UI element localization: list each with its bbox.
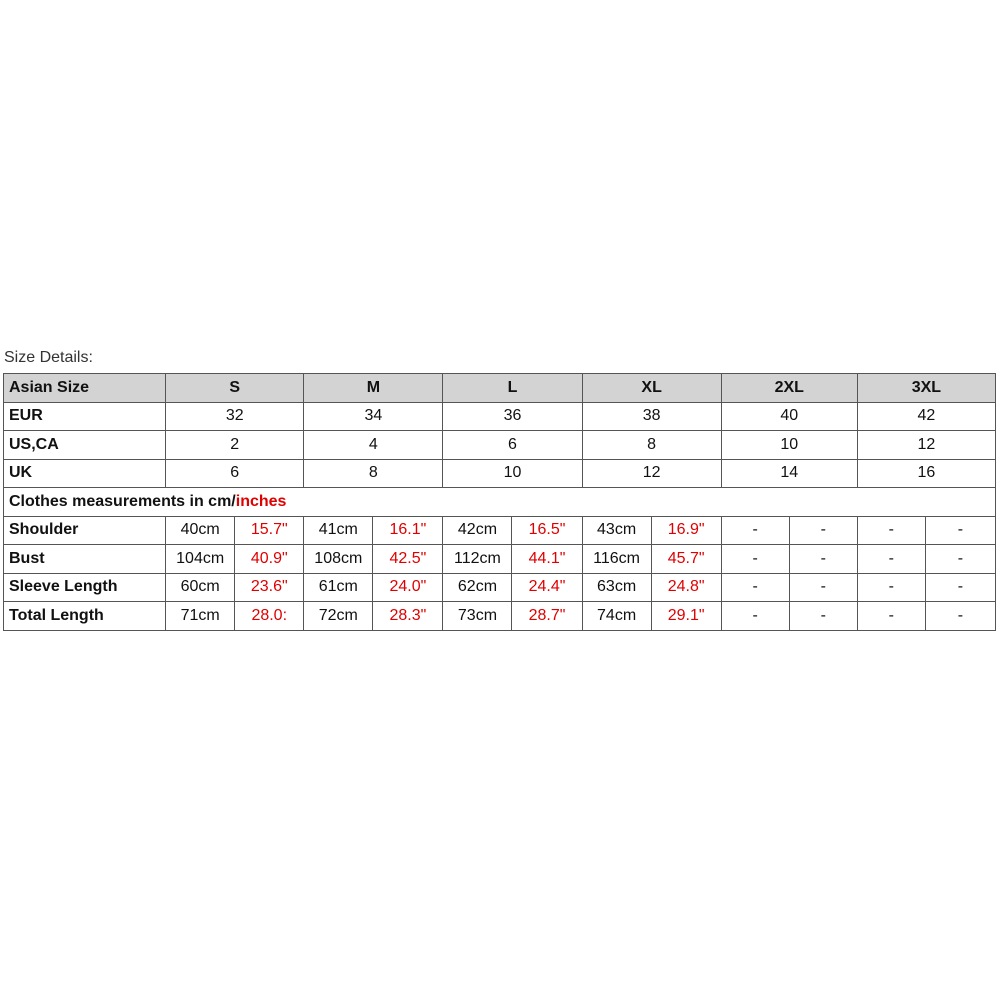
section-prefix: Clothes measurements in cm/	[9, 492, 236, 510]
conversion-cell: 6	[443, 431, 582, 460]
conversion-cell: 40	[721, 402, 857, 431]
conversion-cell: 4	[304, 431, 443, 460]
conversion-cell: 12	[857, 431, 995, 460]
measurement-cm-cell: 116cm	[582, 545, 651, 574]
measurement-inch-cell: 42.5"	[373, 545, 443, 574]
measurement-cm-cell: 74cm	[582, 602, 651, 631]
size-header-2xl: 2XL	[721, 374, 857, 403]
measurement-inch-cell: 28.7"	[512, 602, 582, 631]
conversion-cell: 42	[857, 402, 995, 431]
conversion-cell: 14	[721, 459, 857, 488]
measurement-cm-cell: 62cm	[443, 573, 512, 602]
size-header-row	[4, 374, 996, 403]
measurement-empty-cell: -	[789, 602, 857, 631]
conversion-label: EUR	[4, 402, 166, 431]
measurement-inch-cell: 44.1"	[512, 545, 582, 574]
conversion-cell: 2	[166, 431, 304, 460]
size-header-l: L	[443, 374, 582, 403]
conversion-cell: 38	[582, 402, 721, 431]
measurement-empty-cell: -	[721, 573, 789, 602]
measurement-cm-cell: 63cm	[582, 573, 651, 602]
measurement-empty-cell: -	[857, 545, 925, 574]
measurement-empty-cell: -	[925, 545, 995, 574]
conversion-cell: 34	[304, 402, 443, 431]
conversion-cell: 8	[582, 431, 721, 460]
measurement-empty-cell: -	[925, 573, 995, 602]
measurement-inch-cell: 16.9"	[651, 516, 721, 545]
size-header-xl: XL	[582, 374, 721, 403]
measurement-inch-cell: 40.9"	[235, 545, 304, 574]
conversion-row-eur	[4, 402, 996, 431]
measurement-label: Sleeve Length	[4, 573, 166, 602]
measurement-cm-cell: 104cm	[166, 545, 235, 574]
measurement-cm-cell: 43cm	[582, 516, 651, 545]
size-details-caption: Size Details:	[4, 349, 93, 366]
conversion-cell: 10	[443, 459, 582, 488]
measurement-row-sleeve-length	[4, 573, 996, 602]
measurement-cm-cell: 60cm	[166, 573, 235, 602]
measurement-cm-cell: 41cm	[304, 516, 373, 545]
measurement-empty-cell: -	[721, 602, 789, 631]
measurement-cm-cell: 73cm	[443, 602, 512, 631]
measurement-row-bust	[4, 545, 996, 574]
measurement-cm-cell: 71cm	[166, 602, 235, 631]
section-highlight: inches	[235, 492, 287, 510]
conversion-cell: 16	[857, 459, 995, 488]
measurement-empty-cell: -	[857, 516, 925, 545]
conversion-row-uk	[4, 459, 996, 488]
asian-size-header: Asian Size	[4, 374, 166, 403]
conversion-label: US,CA	[4, 431, 166, 460]
size-header-m: M	[304, 374, 443, 403]
measurement-inch-cell: 24.0"	[373, 573, 443, 602]
measurement-inch-cell: 15.7"	[235, 516, 304, 545]
measurement-row-shoulder	[4, 516, 996, 545]
measurement-empty-cell: -	[789, 516, 857, 545]
measurement-inch-cell: 28.3"	[373, 602, 443, 631]
conversion-cell: 36	[443, 402, 582, 431]
measurement-cm-cell: 40cm	[166, 516, 235, 545]
measurements-section-heading	[4, 488, 996, 517]
measurement-inch-cell: 16.1"	[373, 516, 443, 545]
conversion-row-us-ca	[4, 431, 996, 460]
measurement-cm-cell: 42cm	[443, 516, 512, 545]
measurement-empty-cell: -	[721, 516, 789, 545]
measurement-inch-cell: 24.8"	[651, 573, 721, 602]
measurement-label: Bust	[4, 545, 166, 574]
measurements-section-row	[4, 488, 996, 517]
conversion-cell: 8	[304, 459, 443, 488]
conversion-cell: 6	[166, 459, 304, 488]
measurement-empty-cell: -	[789, 545, 857, 574]
conversion-label: UK	[4, 459, 166, 488]
conversion-cell: 12	[582, 459, 721, 488]
measurement-cm-cell: 112cm	[443, 545, 512, 574]
measurement-empty-cell: -	[721, 545, 789, 574]
size-header-s: S	[166, 374, 304, 403]
measurement-label: Shoulder	[4, 516, 166, 545]
measurement-cm-cell: 72cm	[304, 602, 373, 631]
measurement-row-total-length	[4, 602, 996, 631]
size-header-3xl: 3XL	[857, 374, 995, 403]
measurement-empty-cell: -	[789, 573, 857, 602]
measurement-cm-cell: 61cm	[304, 573, 373, 602]
measurement-inch-cell: 24.4"	[512, 573, 582, 602]
measurement-empty-cell: -	[857, 573, 925, 602]
measurement-inch-cell: 16.5"	[512, 516, 582, 545]
measurement-inch-cell: 28.0:	[235, 602, 304, 631]
measurement-empty-cell: -	[925, 516, 995, 545]
measurement-empty-cell: -	[925, 602, 995, 631]
measurement-inch-cell: 23.6"	[235, 573, 304, 602]
measurement-label: Total Length	[4, 602, 166, 631]
conversion-cell: 10	[721, 431, 857, 460]
size-chart-table	[3, 373, 996, 631]
measurement-inch-cell: 29.1"	[651, 602, 721, 631]
conversion-cell: 32	[166, 402, 304, 431]
measurement-cm-cell: 108cm	[304, 545, 373, 574]
measurement-empty-cell: -	[857, 602, 925, 631]
measurement-inch-cell: 45.7"	[651, 545, 721, 574]
